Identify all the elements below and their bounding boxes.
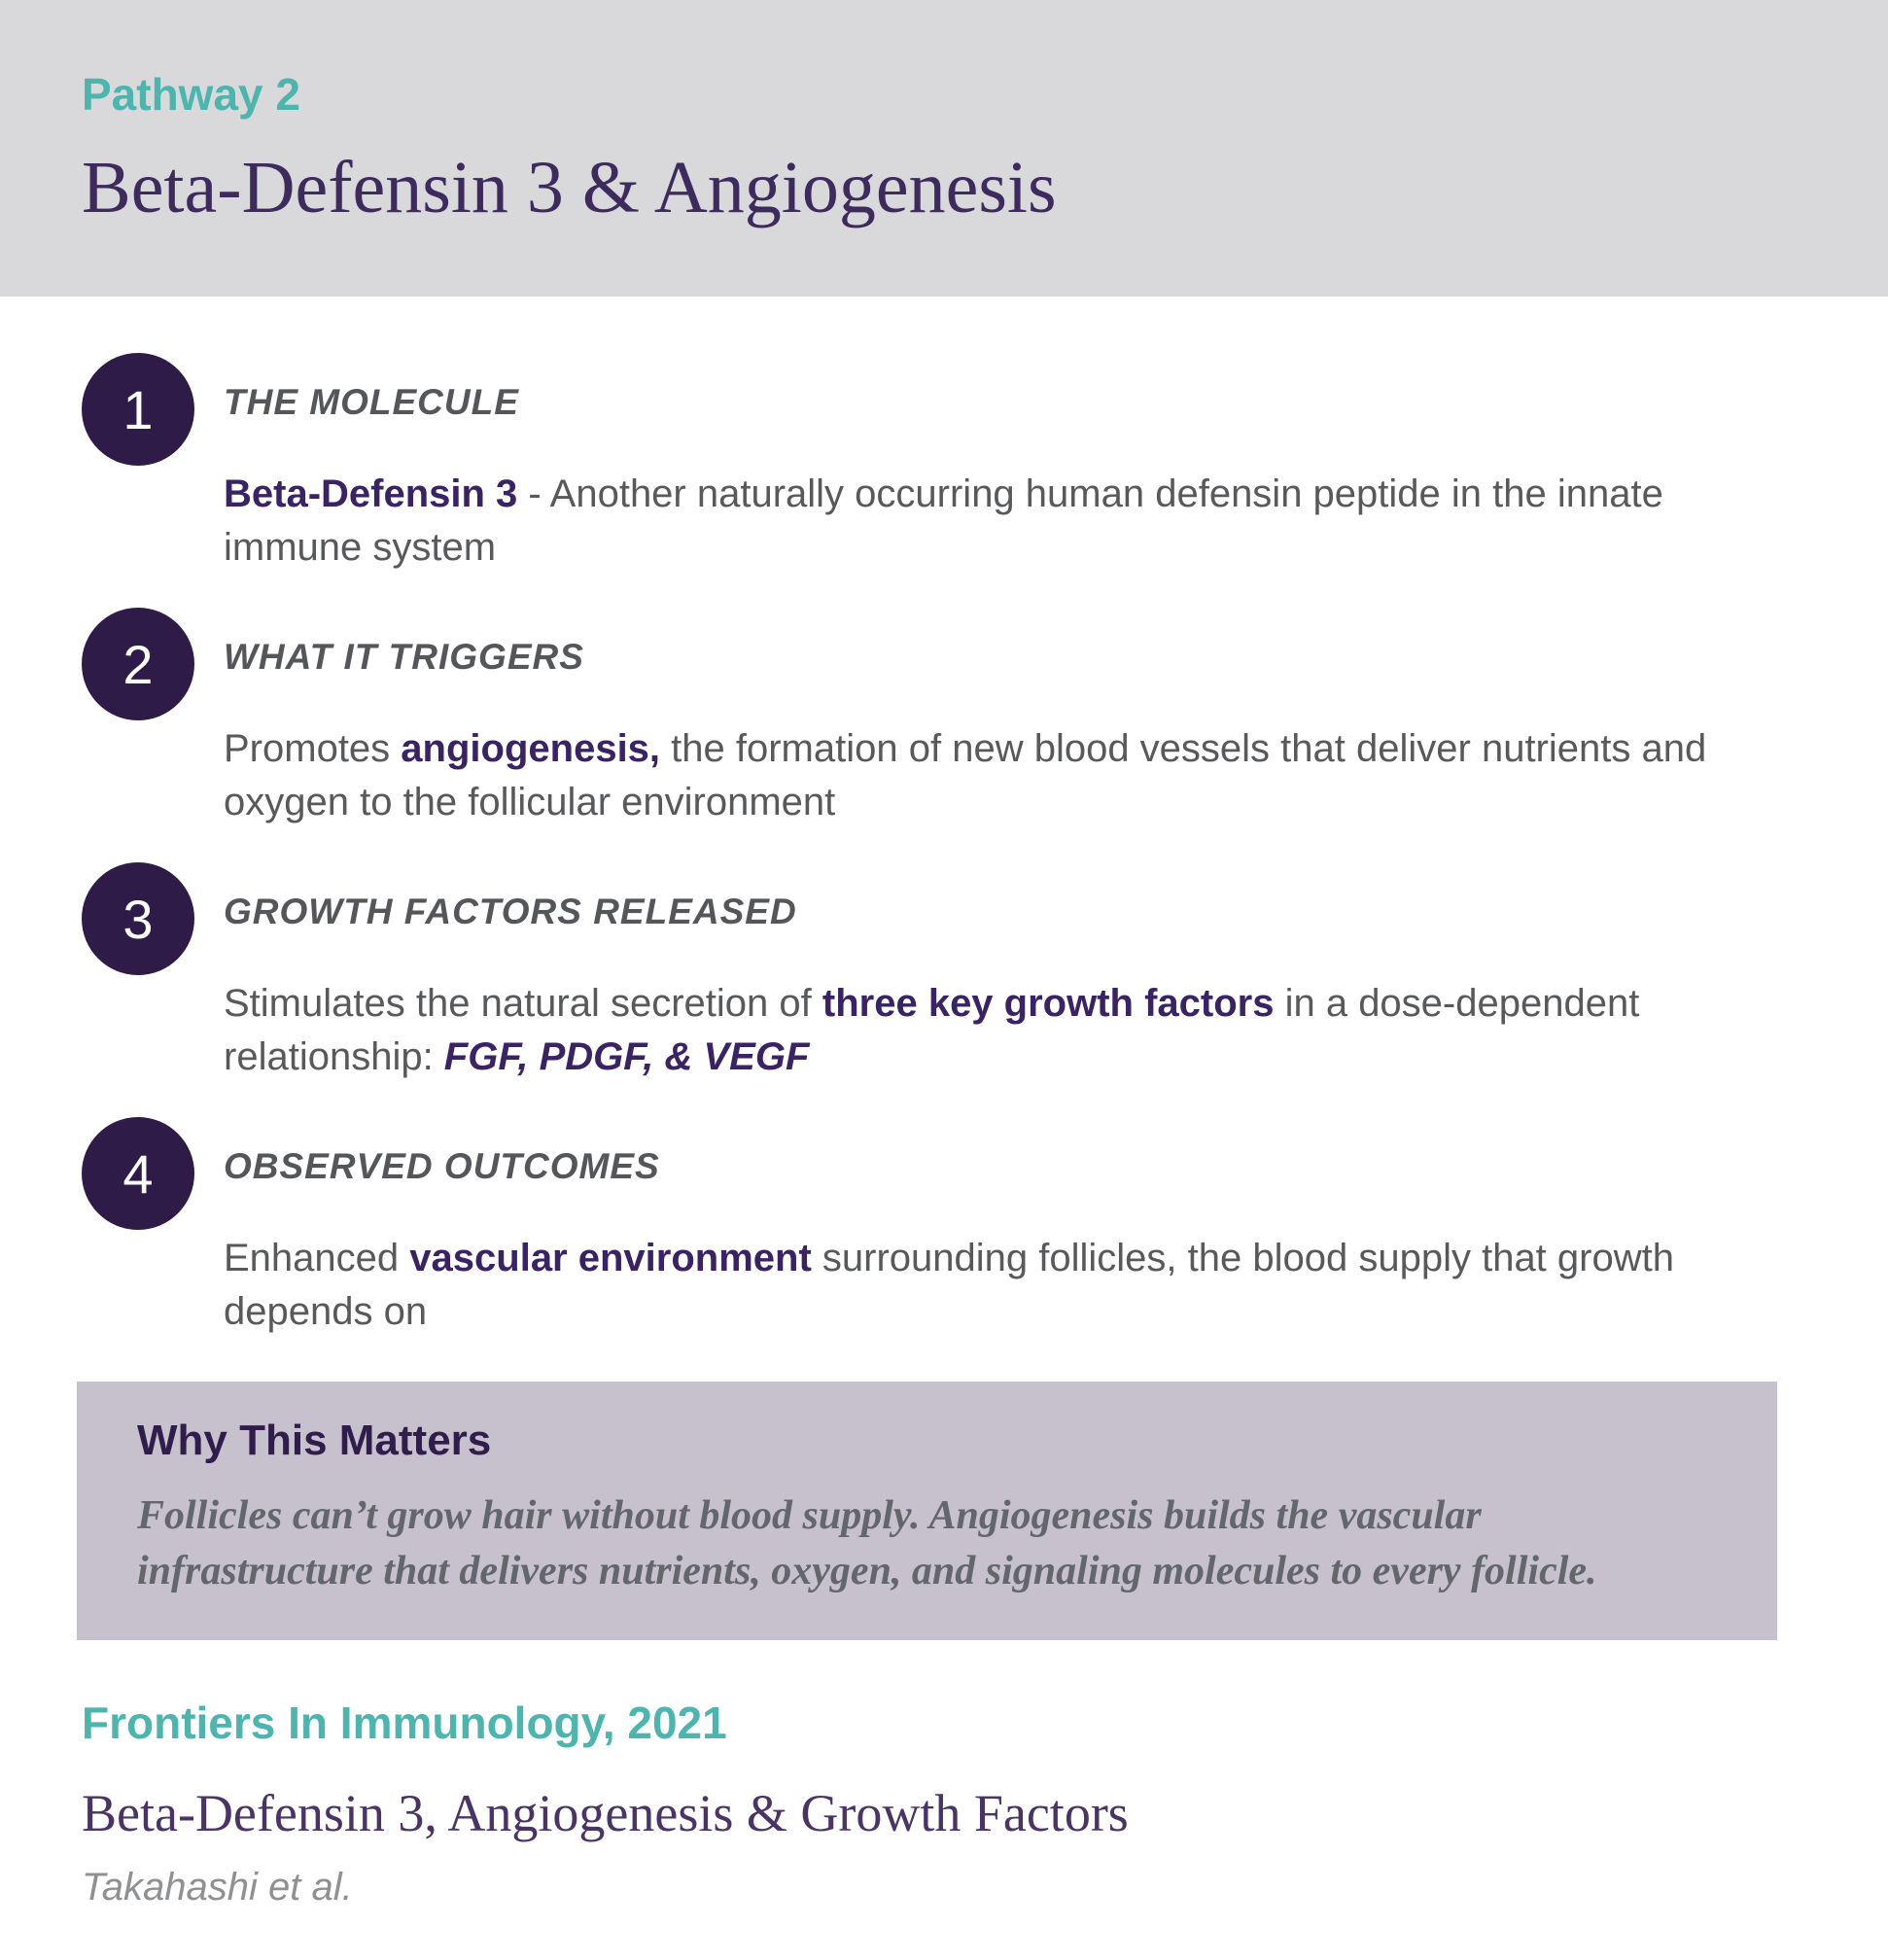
step-text-segment: Stimulates the natural secretion of: [224, 982, 822, 1025]
steps-list: [0, 297, 1888, 1339]
step-item-3: [82, 862, 1771, 1084]
growth-factors-highlight: three key growth factors: [822, 982, 1275, 1025]
step-text: [224, 1232, 1771, 1339]
step-number-badge: 3: [82, 862, 194, 975]
step-content: [224, 1117, 1771, 1339]
step-text-segment: in a dose-dependent relationship:: [224, 982, 1640, 1078]
step-text-segment: surrounding follicles, the blood supply that growth depends on: [224, 1237, 1674, 1333]
vascular-environment-highlight: vascular environment: [409, 1237, 812, 1279]
step-content: [224, 353, 1771, 575]
header-band: [0, 0, 1888, 297]
step-number-badge: 1: [82, 353, 194, 466]
step-item-4: [82, 1117, 1771, 1339]
footer-citation: [82, 1698, 1888, 1908]
callout-panel: [77, 1382, 1777, 1640]
step-text-segment: the formation of new blood vessels that deliver nutrients and oxygen to the follicular environment: [224, 727, 1707, 823]
step-heading: GROWTH FACTORS RELEASED: [224, 892, 797, 931]
callout-heading: Why This Matters: [137, 1417, 492, 1464]
reference-title: Beta-Defensin 3, Angiogenesis & Growth Factors: [82, 1783, 1129, 1842]
step-heading: OBSERVED OUTCOMES: [224, 1146, 660, 1186]
journal-source-label: Frontiers In Immunology, 2021: [82, 1698, 727, 1748]
step-text-segment: Enhanced: [224, 1237, 410, 1279]
angiogenesis-term-highlight: angiogenesis,: [401, 727, 661, 770]
step-heading: THE MOLECULE: [224, 382, 519, 422]
callout-text: Follicles can’t grow hair without blood supply. Angiogenesis builds the vascular infrastructure that delivers nutrients, oxygen, and signaling molecules to every follicle.: [137, 1493, 1597, 1593]
step-item-1: [82, 353, 1771, 575]
step-number-badge: 2: [82, 608, 194, 720]
step-text: [224, 468, 1771, 575]
authors-label: Takahashi et al.: [82, 1865, 353, 1908]
step-number-badge: 4: [82, 1117, 194, 1230]
growth-factor-acronyms-highlight: FGF, PDGF, & VEGF: [443, 1035, 810, 1078]
page-title: Beta-Defensin 3 & Angiogenesis: [82, 146, 1057, 228]
step-text-segment: - Another naturally occurring human defensin peptide in the innate immune system: [224, 472, 1663, 569]
step-heading: WHAT IT TRIGGERS: [224, 637, 584, 677]
molecule-name-highlight: Beta-Defensin 3: [224, 472, 518, 515]
step-content: [224, 862, 1771, 1084]
step-content: [224, 608, 1771, 829]
step-text-segment: Promotes: [224, 727, 402, 770]
pathway-eyebrow: Pathway 2: [82, 69, 300, 120]
step-text: [224, 977, 1771, 1084]
step-item-2: [82, 608, 1771, 829]
step-text: [224, 722, 1771, 829]
